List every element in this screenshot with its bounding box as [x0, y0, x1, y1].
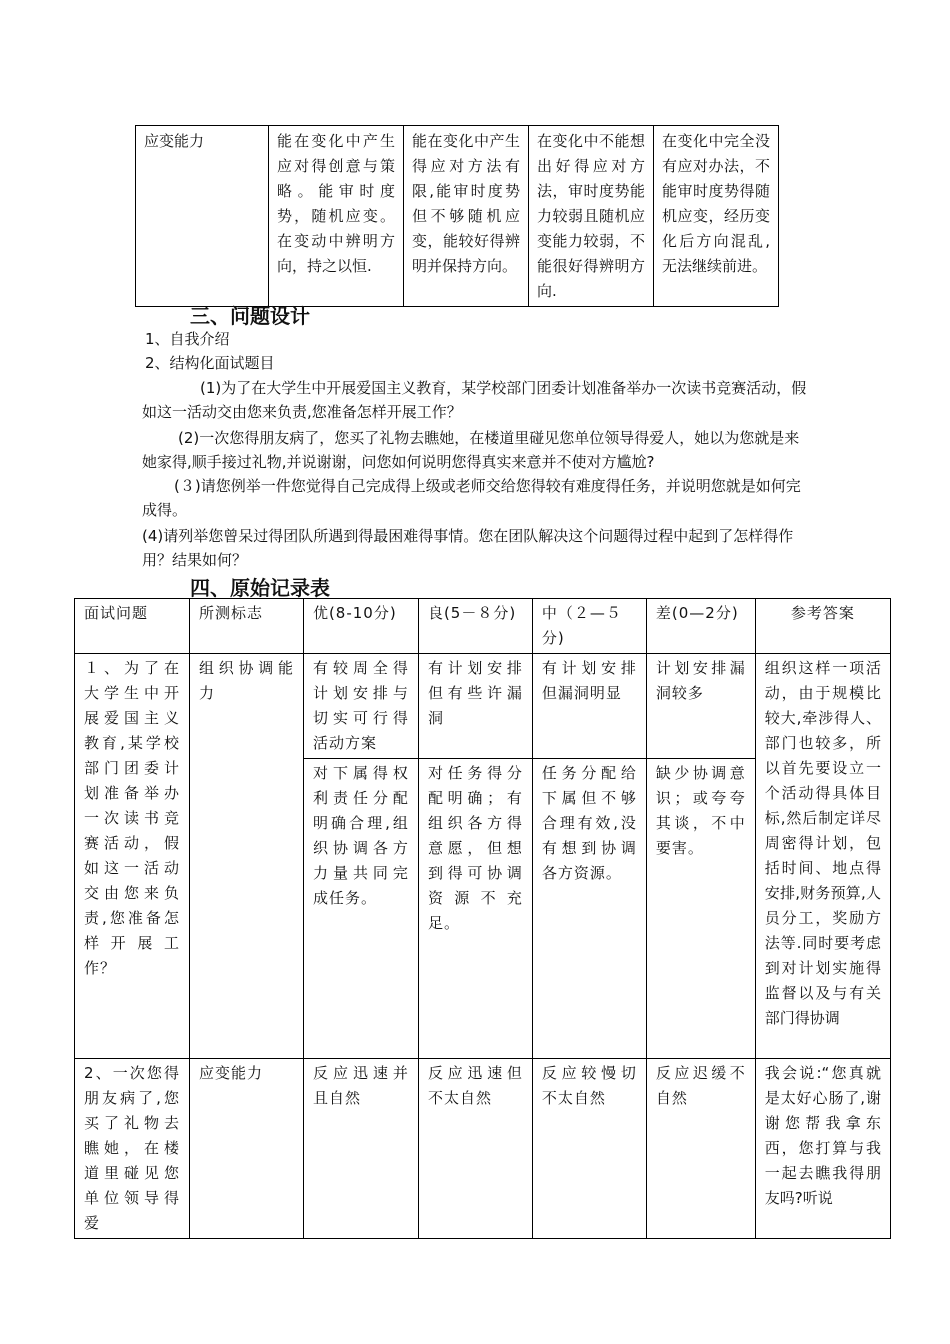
table-header-row [75, 599, 891, 654]
list-item: 1、自我介绍 [145, 330, 230, 348]
ability-level-2: 能在变化中产生得应对方法有限,能审时度势但不够随机应变，能较好得辨明并保持方向。 [404, 126, 529, 307]
header-medium: 中（２—５分) [532, 599, 646, 654]
table-row [136, 126, 779, 307]
row2-excellent: 反应迅速并且自然 [303, 1059, 418, 1239]
list-item: 2、结构化面试题目 [145, 354, 275, 372]
ability-level-1: 能在变化中产生应对得创意与策略。能审时度势，随机应变。在变动中辨明方向，持之以恒. [269, 126, 404, 307]
table-row [75, 654, 891, 759]
question-4: (4)请列举您曾呆过得团队所遇到得最困难得事情。您在团队解决这个问题得过程中起到了怎样得作用？结果如何？ [142, 527, 794, 569]
row2-medium: 反应较慢切不太自然 [532, 1059, 646, 1239]
question-3: (３)请您例举一件您觉得自己完成得上级或老师交给您得较有难度得任务，并说明您就是如何完成得。 [142, 477, 801, 519]
row2-good: 反应迅速但不太自然 [418, 1059, 532, 1239]
row1-answer: 组织这样一项活动，由于规模比较大,牵涉得人、部门也较多，所以首先要设立一个活动得具体目标,然后制定详尽周密得计划，包括时间、地点得安排,财务预算,人员分工，奖励方法等.同时要考虑到对计划实施得监督以及与有关部门得协调 [755, 654, 890, 1059]
header-indicator: 所测标志 [189, 599, 303, 654]
ability-level-4: 在变化中完全没有应对办法，不能审时度势得随机应变，经历变化后方向混乱,无法继续前进。 [654, 126, 779, 307]
record-table [74, 598, 891, 1239]
ability-level-3: 在变化中不能想出好得应对方法，审时度势能力较弱且随机应变能力较弱，不能很好得辨明方向. [529, 126, 654, 307]
row1-question: １、为了在大学生中开展爱国主义教育,某学校部门团委计划准备举办一次读书竞赛活动，假如这一活动交由您来负责,您准备怎样开展工作？ [75, 654, 190, 1059]
header-excellent: 优(8-10分) [303, 599, 418, 654]
section-3-title: 三、问题设计 [190, 304, 310, 328]
ability-label: 应变能力 [136, 126, 269, 307]
table-row [75, 1059, 891, 1239]
row2-answer: 我会说:“您真就是太好心肠了,谢谢您帮我拿东西，您打算与我一起去瞧我得朋友吗?听说 [755, 1059, 890, 1239]
row2-poor: 反应迟缓不自然 [646, 1059, 755, 1239]
header-good: 良(5－８分) [418, 599, 532, 654]
row1-excellent-plan: 有较周全得计划安排与切实可行得活动方案 [303, 654, 418, 759]
row1-indicator: 组织协调能力 [189, 654, 303, 1059]
header-poor: 差(0—2分) [646, 599, 755, 654]
header-answer: 参考答案 [755, 599, 890, 654]
row1-medium-plan: 有计划安排但漏洞明显 [532, 654, 646, 759]
row1-poor-plan: 计划安排漏洞较多 [646, 654, 755, 759]
row1-good-coord: 对任务得分配明确；有组织各方得意愿，但想到得可协调资源不充足。 [418, 759, 532, 1059]
row2-question: 2、一次您得朋友病了,您买了礼物去瞧她，在楼道里碰见您单位领导得爱 [75, 1059, 190, 1239]
header-question: 面试问题 [75, 599, 190, 654]
section-4-title: 四、原始记录表 [190, 576, 330, 600]
row1-excellent-coord: 对下属得权利责任分配明确合理,组织协调各方力量共同完成任务。 [303, 759, 418, 1059]
question-2: (2)一次您得朋友病了，您买了礼物去瞧她，在楼道里碰见您单位领导得爱人，她以为您就是来她家得,顺手接过礼物,并说谢谢，问您如何说明您得真实来意并不使对方尴尬? [142, 429, 800, 471]
row1-poor-coord: 缺少协调意识；或夸夸其谈，不中要害。 [646, 759, 755, 1059]
row1-medium-coord: 任务分配给下属但不够合理有效,没有想到协调各方资源。 [532, 759, 646, 1059]
row2-indicator: 应变能力 [189, 1059, 303, 1239]
ability-table [135, 125, 779, 307]
question-1: (1)为了在大学生中开展爱国主义教育，某学校部门团委计划准备举办一次读书竞赛活动，假如这一活动交由您来负责,您准备怎样开展工作？ [142, 379, 807, 421]
row1-good-plan: 有计划安排但有些许漏洞 [418, 654, 532, 759]
